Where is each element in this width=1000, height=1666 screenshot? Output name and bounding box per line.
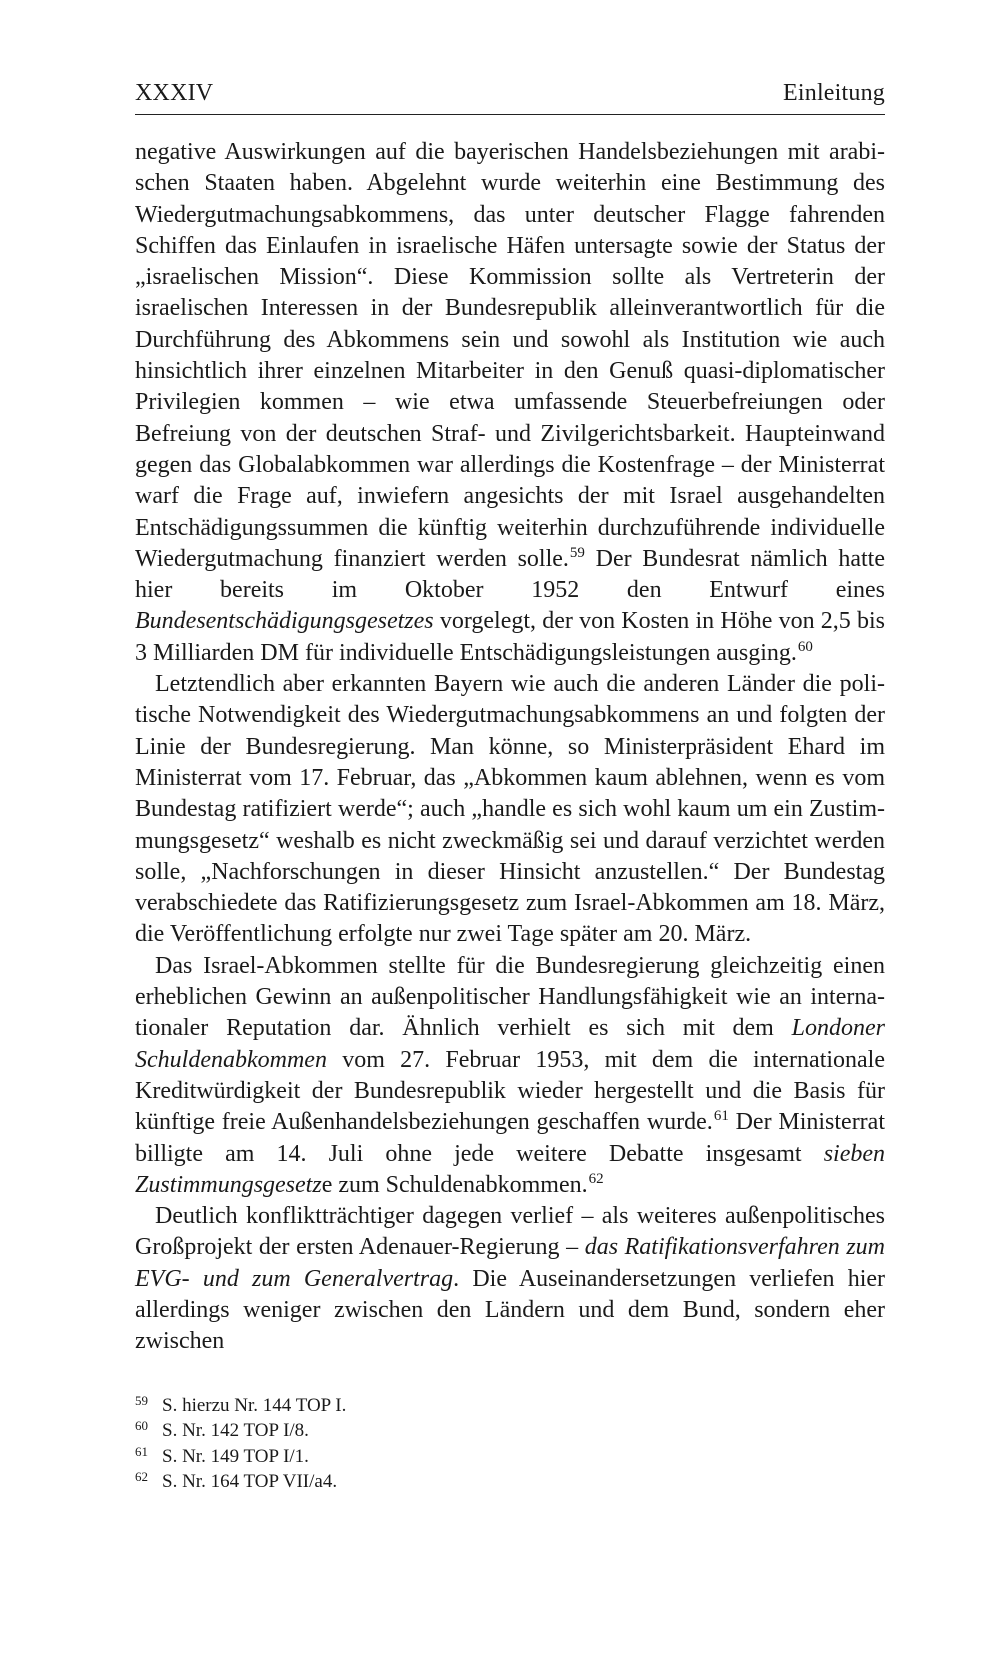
footnotes [135,1394,885,1496]
italic-phrase: Londoner Schuldenabkommen [135,1015,885,1073]
paragraph [135,669,885,951]
footnote [135,1470,885,1496]
footnote-reference: 62 [588,1170,604,1187]
body-text [135,137,885,1358]
italic-phrase: Bundesentschädigungsgesetzes [135,608,434,635]
text-run: . Die Auseinandersetzungen verliefen hier allerdings weniger zwischen den Ländern und dem Bund, sondern eher zwischen [135,1265,885,1355]
paragraph [135,951,885,1201]
text-run: Letztendlich aber erkannten Bayern wie auch die anderen Länder die politische Notwendigkeit des Wiedergutmachungsabkommens an und folgten der Linie der Bundesregierung. Man könne, so Ministerpräsident Ehard im Ministerrat vom 17. Februar, das „Abkommen kaum ablehnen, wenn es vom Bundestag ratifiziert werde“; auch „handle es sich wohl kaum um ein Zustimmungsgesetz“ weshalb es nicht zweckmäßig sei und darauf verzichtet werden solle, „Nachforschungen in dieser Hinsicht anzustellen.“ Der Bundestag verabschiedete das Ratifizierungsgesetz zum Israel-Abkommen am 18. März, die Veröffentlichung erfolgte nur zwei Tage später am 20. März. [135,671,885,948]
footnote-reference: 61 [713,1108,729,1125]
footnote-reference: 60 [797,638,813,655]
section-title: Einleitung [783,80,885,106]
page-number: XXXIV [135,80,214,106]
paragraph [135,1201,885,1357]
text-run: e zum Schuldenabkommen. [321,1171,588,1198]
italic-phrase: sieben Zustimmungsgesetz [135,1140,885,1198]
footnote-text: S. Nr. 142 TOP I/8. [162,1420,309,1442]
footnote-text: S. Nr. 149 TOP I/1. [162,1445,309,1467]
text-run: Der Ministerrat billigte am 14. Juli ohne jede weitere Debatte insgesamt [135,1109,885,1167]
footnote [135,1419,885,1445]
text-run: Das Israel-Abkommen stellte für die Bundesregierung gleichzeitig einen erheblichen Gewinn an außenpolitischer Handlungsfähigkeit wie an internationaler Reputation dar. Ähnlich verhielt es sich mit dem [135,952,885,1042]
footnote [135,1394,885,1420]
footnote-number: 59 [135,1392,148,1408]
text-run: vorgelegt, der von Kosten in Höhe von 2,5 bis 3 Milliarden DM für individuelle Entschädigungsleistungen ausging. [135,608,885,666]
italic-phrase: das Ratifikationsverfahren zum EVG- und zum Generalvertrag [135,1234,885,1292]
text-run: Der Bundesrat nämlich hatte hier bereits im Oktober 1952 den Entwurf eines [135,545,885,604]
text-run: Deutlich konfliktträchtiger dagegen verlief – als weiteres außenpolitisches Großprojekt der ersten Adenauer-Regierung – [135,1203,885,1261]
text-run: negative Auswirkungen auf die bayerischen Handelsbeziehungen mit arabischen Staaten haben. Abgelehnt wurde weiterhin eine Bestimmung des Wiedergutmachungsabkommens, das unter deutscher Flagge fahrenden Schiffen das Einlaufen in israelische Häfen untersagte sowie der Status der „israelischen Mission“. Diese Kommission sollte als Vertreterin der israelischen Interessen in der Bundesrepublik alleinverantwortlich für die Durchführung des Abkommens sein und sowohl als Institution wie auch hinsichtlich ihrer einzelnen Mitarbeiter in den Genuß quasi-diplomatischer Privilegien kommen – wie etwa umfassende Steuerbefreiungen oder Befreiung von der deutschen Straf- und Zivilgerichtsbarkeit. Haupteinwand gegen das Globalabkommen war allerdings die Kostenfrage – der Ministerrat warf die Frage auf, inwiefern angesichts der mit Israel ausgehandelten Entschädigungssummen die künftig weiterhin durchzuführende individuelle Wiedergutmachung finanziert werden solle. [135,139,885,572]
footnote-text: S. Nr. 164 TOP VII/a4. [162,1471,338,1493]
footnote-reference: 59 [569,544,585,561]
running-head [135,78,885,115]
text-run: vom 27. Februar 1953, mit dem die internationale Kreditwürdigkeit der Bundesrepublik wieder hergestellt und die Basis für künftige freie Außenhandelsbeziehungen geschaffen wurde. [135,1046,885,1136]
footnote-number: 61 [135,1443,148,1459]
footnote-text: S. hierzu Nr. 144 TOP I. [162,1394,347,1416]
book-page [135,78,885,1496]
footnote-number: 60 [135,1418,148,1434]
footnote [135,1445,885,1471]
paragraph [135,137,885,669]
footnote-number: 62 [135,1469,148,1485]
